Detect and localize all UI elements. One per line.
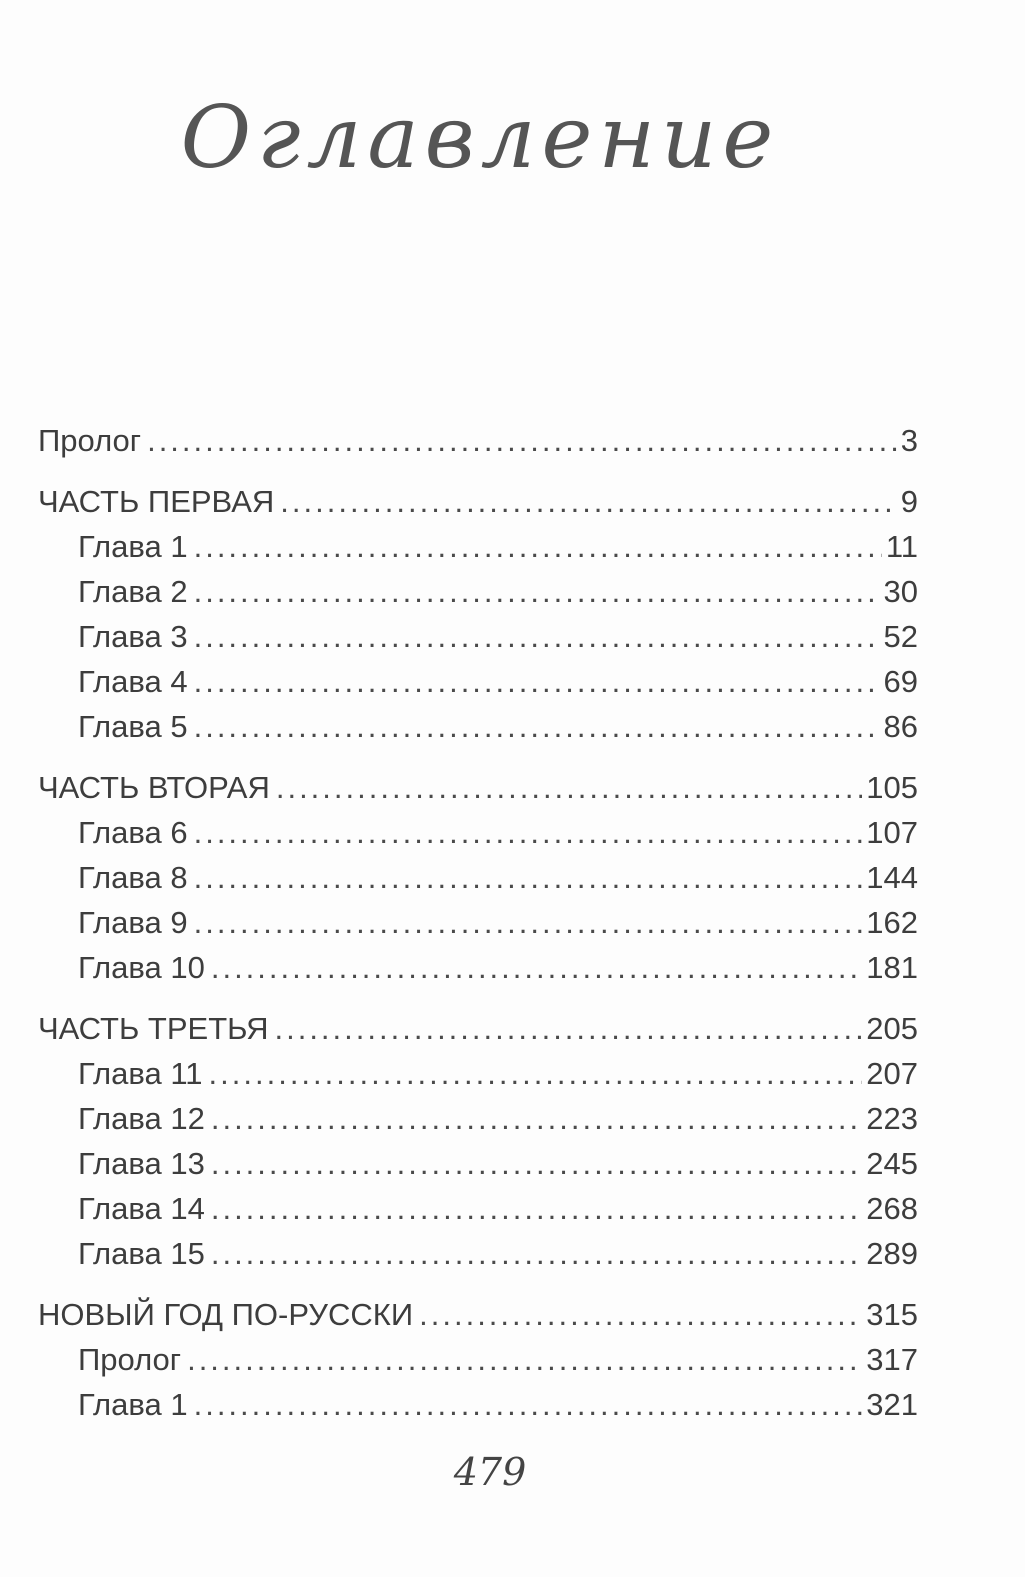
toc-group [38, 479, 918, 749]
toc-dot-leader [147, 418, 897, 463]
toc-chapter-entry [38, 945, 918, 990]
toc-entry-label: ЧАСТЬ ТРЕТЬЯ [38, 1011, 269, 1046]
toc-entry-page-number: 162 [866, 905, 918, 940]
toc-entry-label: Глава 1 [78, 1387, 188, 1422]
toc-dot-leader [194, 900, 863, 945]
toc-part-entry [38, 765, 918, 810]
toc-entry-label: Глава 4 [78, 664, 188, 699]
toc-dot-leader [194, 810, 863, 855]
toc-entry-page-number: 317 [866, 1342, 918, 1377]
toc-entry-label: Глава 8 [78, 860, 188, 895]
toc-dot-leader [194, 704, 880, 749]
toc-entry-label: Глава 14 [78, 1191, 205, 1226]
toc-entry-label: Глава 13 [78, 1146, 205, 1181]
toc-chapter-entry [38, 704, 918, 749]
toc-entry-label: Пролог [78, 1342, 182, 1377]
toc-group [38, 418, 918, 463]
toc-dot-leader [194, 614, 880, 659]
toc-dot-leader [211, 1186, 862, 1231]
toc-dot-leader [280, 479, 896, 524]
toc-entry-page-number: 52 [883, 619, 918, 654]
toc-chapter-entry [38, 1231, 918, 1276]
toc-chapter-entry [38, 569, 918, 614]
table-of-contents [38, 418, 918, 1427]
toc-entry-label: НОВЫЙ ГОД ПО-РУССКИ [38, 1297, 414, 1332]
toc-entry-label: ЧАСТЬ ПЕРВАЯ [38, 484, 275, 519]
toc-entry-page-number: 105 [866, 770, 918, 805]
toc-chapter-entry [38, 810, 918, 855]
toc-dot-leader [211, 1096, 862, 1141]
toc-dot-leader [194, 569, 880, 614]
toc-entry-label: Глава 11 [78, 1056, 203, 1091]
toc-entry-page-number: 11 [885, 529, 918, 564]
toc-entry-label: ЧАСТЬ ВТОРАЯ [38, 770, 270, 805]
toc-entry-label: Пролог [38, 423, 142, 458]
toc-dot-leader [276, 765, 862, 810]
toc-entry-page-number: 30 [883, 574, 918, 609]
toc-entry-page-number: 86 [883, 709, 918, 744]
toc-dot-leader [194, 1382, 863, 1427]
toc-dot-leader [187, 1337, 862, 1382]
toc-dot-leader [194, 524, 882, 569]
toc-part-entry [38, 479, 918, 524]
toc-chapter-entry [38, 900, 918, 945]
toc-entry-page-number: 69 [883, 664, 918, 699]
toc-chapter-entry [38, 1051, 918, 1096]
toc-entry-page-number: 207 [866, 1056, 918, 1091]
toc-chapter-entry [38, 1096, 918, 1141]
toc-chapter-entry [38, 855, 918, 900]
toc-chapter-entry [38, 1337, 918, 1382]
page-title: Оглавление [180, 88, 780, 188]
toc-entry-page-number: 181 [866, 950, 918, 985]
toc-dot-leader [209, 1051, 863, 1096]
toc-part-entry [38, 1006, 918, 1051]
toc-entry-label: Глава 5 [78, 709, 188, 744]
toc-group [38, 765, 918, 990]
toc-chapter-entry [38, 1141, 918, 1186]
toc-entry-page-number: 268 [866, 1191, 918, 1226]
toc-dot-leader [211, 1141, 862, 1186]
toc-entry-label: Глава 3 [78, 619, 188, 654]
toc-entry-label: Глава 12 [78, 1101, 205, 1136]
toc-chapter-entry [38, 659, 918, 704]
toc-entry-label: Глава 2 [78, 574, 188, 609]
toc-dot-leader [211, 945, 862, 990]
toc-chapter-entry [38, 614, 918, 659]
toc-group [38, 1006, 918, 1276]
toc-entry-page-number: 245 [866, 1146, 918, 1181]
toc-chapter-entry [38, 1186, 918, 1231]
page-number: 479 [453, 1450, 527, 1494]
toc-chapter-entry [38, 1382, 918, 1427]
toc-part-entry [38, 1292, 918, 1337]
toc-entry-page-number: 205 [866, 1011, 918, 1046]
toc-entry-page-number: 3 [900, 423, 918, 458]
toc-entry-page-number: 9 [900, 484, 918, 519]
toc-dot-leader [274, 1006, 862, 1051]
toc-entry-page-number: 315 [866, 1297, 918, 1332]
toc-entry-page-number: 321 [866, 1387, 918, 1422]
toc-entry-label: Глава 10 [78, 950, 205, 985]
toc-dot-leader [211, 1231, 862, 1276]
toc-entry-page-number: 289 [866, 1236, 918, 1271]
toc-part-entry [38, 418, 918, 463]
toc-entry-page-number: 107 [866, 815, 918, 850]
toc-dot-leader [419, 1292, 862, 1337]
toc-entry-label: Глава 15 [78, 1236, 205, 1271]
toc-entry-page-number: 223 [866, 1101, 918, 1136]
toc-entry-label: Глава 1 [78, 529, 188, 564]
toc-entry-page-number: 144 [866, 860, 918, 895]
toc-entry-label: Глава 6 [78, 815, 188, 850]
toc-chapter-entry [38, 524, 918, 569]
toc-dot-leader [194, 659, 880, 704]
toc-entry-label: Глава 9 [78, 905, 188, 940]
toc-group [38, 1292, 918, 1427]
toc-dot-leader [194, 855, 863, 900]
